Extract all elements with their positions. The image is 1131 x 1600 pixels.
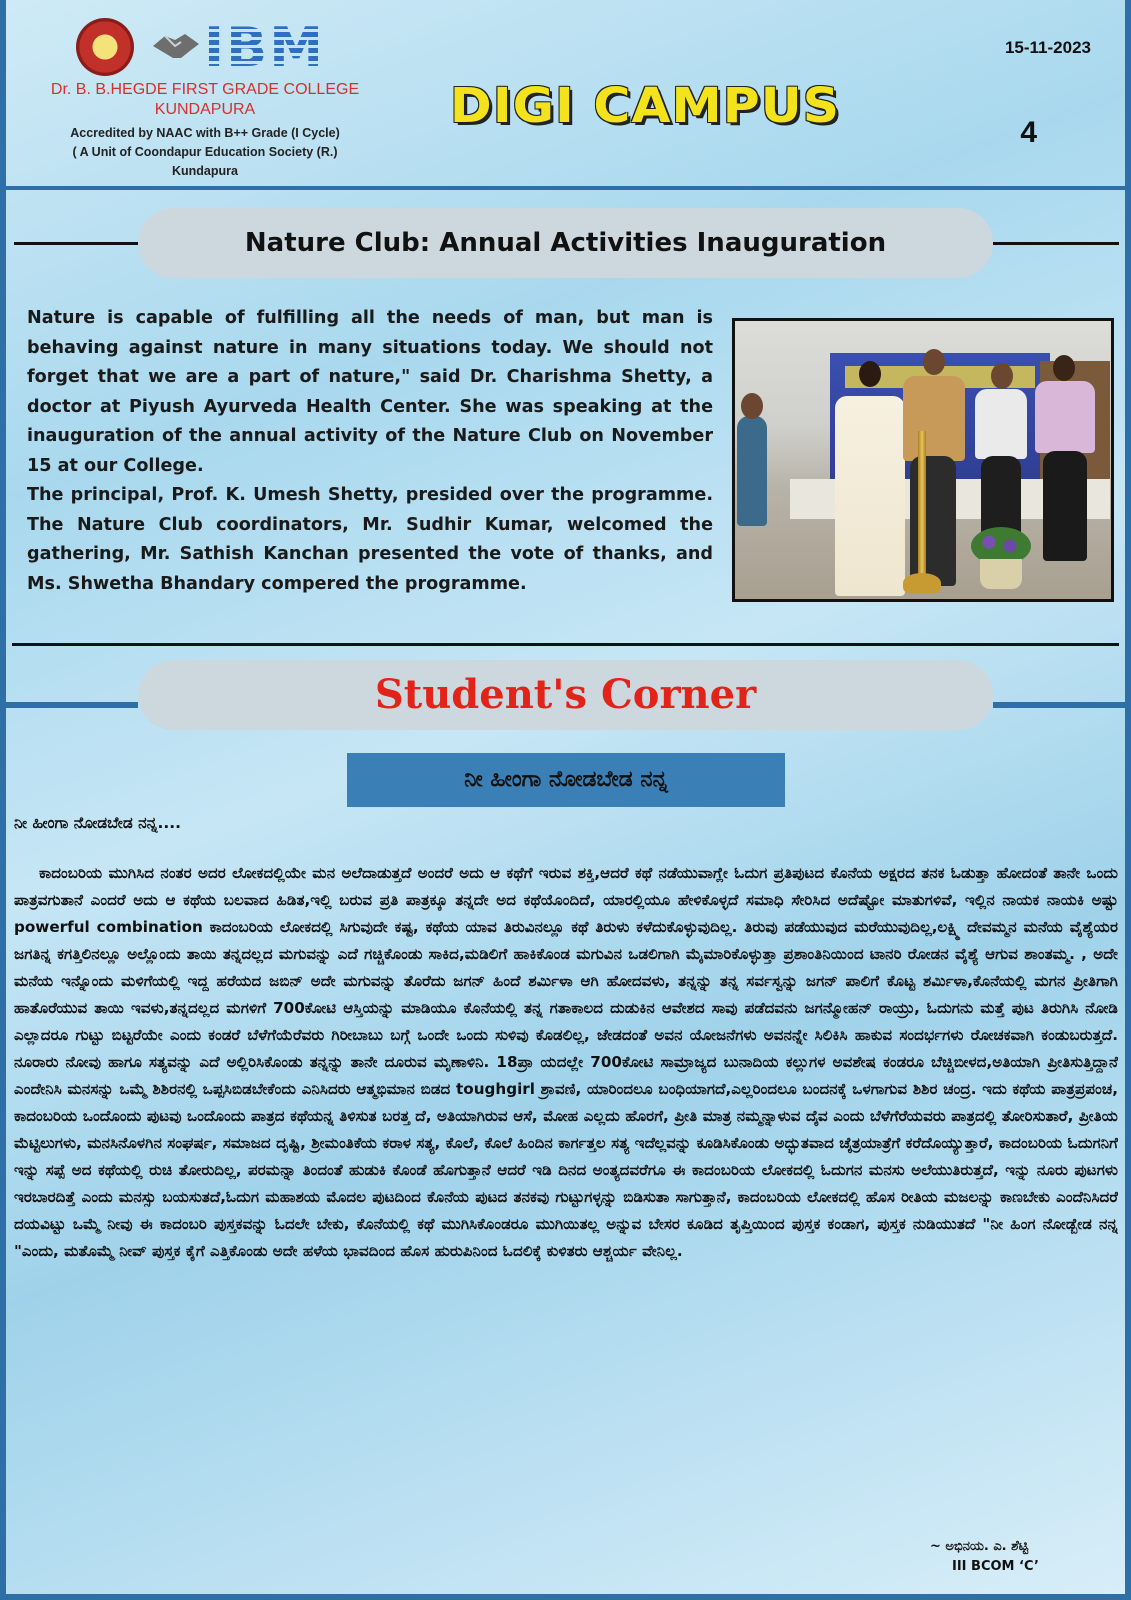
author-name: ~ ಅಭಿನಯ. ಎ. ಶೆಟ್ಟಿ (930, 1539, 1029, 1554)
story-heading: ನೀ ಹೀಂಗಾ ನೋಡಬೇಡ ನನ್ನ.... (14, 814, 181, 832)
photo-head (923, 349, 945, 375)
students-corner-title: Student's Corner (138, 660, 993, 730)
photo-head (1053, 355, 1075, 381)
nature-club-article (27, 304, 713, 599)
left-frame-line (0, 0, 6, 1600)
story-title-box: ನೀ ಹೀಂಗಾ ನೋಡಬೇಡ ನನ್ನ (347, 753, 785, 807)
photo-head (991, 363, 1013, 389)
photo-flower-pot (980, 559, 1022, 589)
college-name (0, 80, 410, 120)
photo-head (741, 393, 763, 419)
accreditation-block (0, 124, 410, 181)
newsletter-title: DIGI CAMPUS (449, 78, 841, 134)
handshake-icon (151, 28, 201, 64)
section1-line-right (993, 242, 1119, 245)
article-paragraph-2: The principal, Prof. K. Umesh Shetty, presided over the programme. The Nature Club coordinators, Mr. Sudhir Kumar, welcomed the gathering, Mr. Sathish Kanchan presented the vote of thanks, and Ms. Shwetha Bhandary compered the programme. (27, 485, 713, 594)
story-body (14, 860, 1118, 1554)
issue-date: 15-11-2023 (1004, 38, 1091, 57)
top-header-divider (0, 186, 1131, 190)
logo-row (76, 16, 346, 79)
photo-person-white-shirt (975, 389, 1027, 459)
section1-line-left (14, 242, 138, 245)
accreditation-text: Accredited by NAAC with B++ Grade (I Cycle) (70, 126, 340, 140)
nature-club-title: Nature Club: Annual Activities Inauguration (138, 208, 993, 278)
right-frame-line (1125, 0, 1131, 1600)
photo-person-woman-left (737, 416, 767, 526)
section2-line-left (0, 702, 138, 708)
college-name-line1: Dr. B. B.HEGDE FIRST GRADE COLLEGE (50, 81, 360, 98)
author-class: III BCOM ‘C’ (952, 1559, 1039, 1574)
section2-top-line (12, 643, 1119, 646)
section2-line-right (993, 702, 1131, 708)
photo-person-dark-trousers (1043, 451, 1087, 561)
college-name-line2: KUNDAPURA (154, 101, 256, 118)
ibm-logo: IBM (204, 16, 325, 79)
photo-head (859, 361, 881, 387)
photo-person-trousers (910, 456, 956, 586)
photo-oil-lamp (918, 431, 926, 591)
location-text: Kundapura (172, 164, 238, 178)
photo-person-checked-shirt (903, 376, 965, 461)
page-number: 4 (1020, 116, 1037, 149)
college-seal-logo (76, 18, 134, 76)
unit-of-text: ( A Unit of Coondapur Education Society (R.) (72, 145, 338, 159)
photo-person-pink-shirt (1035, 381, 1095, 453)
story-paragraph: ಕಾದಂಬರಿಯ ಮುಗಿಸಿದ ನಂತರ ಅದರ ಲೋಕದಲ್ಲಿಯೇ ಮನ ಅಲೆದಾಡುತ್ತದೆ ಅಂದರೆ ಅದು ಆ ಕಥೆಗೆ ಇರುವ ಶಕ್ತಿ,ಆದರೆ ಕಥೆ ನಡೆಯುವಾಗ್ಲೇ ಓದುಗ ಪ್ರತಿಪುಟದ ಕೊನೆಯ ಅಕ್ಷರದ ತನಕ ಓಡುತ್ತಾ ಹೋದಂತೆ ತಾನೇ ಒಂದು ಪಾತ್ರವಗುತಾನೆ ಎಂದರೆ ಅದು ಆ ಕಥೆಯ ಬಲವಾದ ಹಿಡಿತ,ಇಲ್ಲಿ ಬರುವ ಪ್ರತಿ ಪಾತ್ರಕ್ಕೂ ತನ್ನದೇ ಅದ ಕಥೆಯೊಂದಿದೆ, ಯಾರಲ್ಲಿಯೂ ಹೇಳಿಕೊಳ್ಳದೆ ಸಮಾಧಿ ಸೇರಿಸಿದ ಅದೆಷ್ಟೋ ಮಾತುಗಳಿವೆ, ಇಲ್ಲಿನ ನಾಯಕ ನಾಯಕಿ ಅಷ್ಟು powerful combination ಕಾದಂಬರಿಯ ಲೋಕದಲ್ಲಿ ಸಿಗುವುದೇ ಕಷ್ಟ, ಕಥೆಯ ಯಾವ ತಿರುವಿನಲ್ಲೂ ಕಥೆ ತಿರುಳು ಕಳೆದುಕೊಳ್ಳುವುದಿಲ್ಲ. ತಿರುವು ಪಡೆಯುವುದ ಮರೆಯುವುದಿಲ್ಲ,ಲಕ್ಷ್ಮಿ ದೇವಮ್ಮನ ಮನೆಯ ವೈಶ್ಯೆಯರ ಜಗತಿನ್ನ ಕಗತ್ತಿಲಿನಲ್ಲೂ ಅಲ್ಲೊಂದು ತಾಯಿ ತನ್ನದಲ್ಲದ ಮಗುವನ್ನು ಎದೆ ಗಚ್ಚಿಕೊಂಡು ಸಾಕಿದ,ಮಡಿಲಿಗೆ ಹಾಕಿಕೊಂಡ ಮಗುವಿನ ಒಡಲಿಗಾಗಿ ಮೈಮಾರಿಕೊಳ್ಳುತ್ತಾ ಪ್ರಶಾಂತಿನಿಯಿಂದ ಟಾನರಿ ರೋಡನ ವೈಶ್ಯೆ ಆಗುವ ಶಾಂತಮ್ಮ. , ಅದೇ ಮನೆಯ ಇನ್ನೊಂದು ಮಳಿಗೆಯಲ್ಲಿ ಇದ್ದ ಹರೆಯದ ಜಬಿನ್ ಅದೇ ಮಗುವನ್ನು ತೊರೆದು ಜಗನ್ ಹಿಂದೆ ಶರ್ಮಿಳಾ ಆಗಿ ಹೋದವಳು, ತನ್ನನ್ನು ತನ್ನ ಸರ್ವಸ್ವನ್ನು ಜಗನ್ ಪಾಲಿಗೆ ಕೊಟ್ಟ ಶರ್ಮಿಳಾ,ಕೊನೆಯಲ್ಲಿ ಮಗನ ಪ್ರೀತಿಗಾಗಿ ಹಾತೊರೆಯುವ ತಾಯಿ ಇವಳು,ತನ್ನದಲ್ಲದ ಮಗಳಿಗೆ 700ಕೋಟಿ ಆಸ್ತಿಯನ್ನು ಮಾಡಿಯೂ ಕೊನೆಯಲ್ಲಿ ತನ್ನ ಗತಾಕಾಲದ ದುಡುಕಿನ ಆವೇಶದ ಸಾವು ಪಡೆದವನು ಜಗನ್ಮೋಹನ್ ರಾಯ್ರು, ಓದುಗನು ಮತ್ತೆ ಪುಟ ತಿರುಗಿಸಿ ನೋಡಿ ಎಲ್ಲಾದರೂ ಗುಟ್ಟು ಬಿಟ್ಟರೆಯೇ ಎಂದು ಕಂಡರೆ ಬೆಳೆಗೆಯೆರೆವರು ಗಿರೀಬಾಬು ಬಗ್ಗೆ ಒಂದೇ ಒಂದು ಸುಳಿವು ಕೊಡಲಿಲ್ಲ, ಜೇಡದಂತೆ ಅವನ ಯೋಜನೆಗಳು ಅವನನ್ನೇ ಸಿಲಿಕಿಸಿ ಹಾಕುವ ಸಂದರ್ಭಗಳು ರೋಚಕವಾಗಿ ಕಂಡುಬರುತ್ತದೆ. ನೂರಾರು ನೋವು ಹಾಗೂ ಸತ್ಯವನ್ನು ಎದೆ ಅಲ್ಲಿರಿಸಿಕೊಂಡು ತನ್ನನ್ನು ತಾನೇ ದೂರುವ ಮೃಣಾಳಿನಿ. 18ಪ್ರಾ ಯದಲ್ಲೇ 700ಕೋಟಿ ಸಾಮ್ರಾಜ್ಯದ ಬುನಾದಿಯ ಕಲ್ಲುಗಳ ಅವಶೇಷ ಕಂಡರೂ ಬೆಚ್ಚಿಬೀಳದ,ಅತಿಯಾಗಿ ಪ್ರೀತಿಸುತ್ತಿದ್ದಾನೆ ಎಂದೇನಿಸಿ ಮನಸನ್ನು ಒಮ್ಮೆ ಶಿಶಿರನಲ್ಲಿ ಒಪ್ಪಸಿಬಿಡಬೇಕೆಂದು ಎನಿಸಿದರು ಆತ್ಮಭಿಮಾನ ಬಿಡದ toughgirl ಶ್ರಾವಣಿ, ಯಾರಿಂದಲೂ ಬಂಧಿಯಾಗದೆ,ಎಲ್ಲರಿಂದಲೂ ಬಂದನಕ್ಕೆ ಒಳಗಾಗುವ ಶಿಶಿರ ಚಂದ್ರ. ಇದು ಕಥೆಯ ಪಾತ್ರಪ್ರಪಂಚ, ಕಾದಂಬರಿಯ ಒಂದೊಂದು ಪುಟವು ಒಂದೊಂದು ಪಾತ್ರದ ಕಥೆಯನ್ನ ತಿಳಿಸುತ ಬರತ್ತ ದೆ, ಅತಿಯಾಗಿರುವ ಆಸೆ, ಮೋಹ ಎಲ್ಲದು ಹೊರಗೆ, ಪ್ರೀತಿ ಮಾತ್ರ ನಮ್ಮನ್ನಾಳುವ ದೈವ ಎಂದು ಬೆಳೆಗೆರೆಯವರು ಪಾತ್ರದಲ್ಲಿ ತೋರಿಸುತಾರೆ, ಪ್ರೀತಿಯ ಮೆಟ್ಟಿಲುಗಳು, ಮನಸಿನೊಳಗಿನ ಸಂಘರ್ಷ, ಸಮಾಜದ ದೃಷ್ಟಿ, ಶ್ರೀಮಂತಿಕೆಯ ಕರಾಳ ಸತ್ಯ, ಕೊಲೆ, ಕೊಲೆ ಹಿಂದಿನ ಕಾರ್ಗತ್ತಲ ಸತ್ಯ ಇದೆಲ್ಲವನ್ನು ಕೂಡಿಸಿಕೊಂಡು ಅದ್ಭುತವಾದ ಚೈತ್ರಯಾತ್ರೆಗೆ ಕರೆದೊಯ್ಯುತ್ತಾರೆ, ಕಾದಂಬರಿಯ ಓದುಗನಿಗೆ ಇನ್ನು ಸಪ್ಪೆ ಅದ ಕಥೆಯಲ್ಲಿ ರುಚಿ ತೋರುದಿಲ್ಲ, ಪರಮನ್ನಾ ತಿಂದಂತೆ ಹುಡುಕಿ ಕೊಂಡೆ ಹೊಗುತ್ತಾನೆ ಆದರೆ ಇಡಿ ದಿನದ ಅಂತ್ಯದವರೆಗೂ ಈ ಕಾದಂಬರಿಯ ಲೋಕದಲ್ಲಿ ಓದುಗನ ಮನಸು ಅಲೆಯುತಿರುತ್ತದೆ, ಇನ್ನು ನೂರು ಪುಟಗಳು ಇರಬಾರದಿತ್ತೆ ಎಂದು ಮನಸ್ಸು ಬಯಸುತದೆ,ಓದುಗ ಮಹಾಶಯ ಮೊದಲ ಪುಟದಿಂದ ಕೊನೆಯ ಪುಟದ ತನಕವು ಗುಟ್ಟುಗಳ್ಳನ್ನು ಬಿಡಿಸುತಾ ಸಾಗುತ್ತಾನೆ, ಕಾದಂಬರಿಯ ಲೋಕದಲ್ಲಿ ಹೊಸ ರೀತಿಯ ಮಜಲನ್ನು ಕಾಣಬೇಕು ಎಂದೆನಿಸಿದರೆ ದಯವಿಟ್ಟು ಒಮ್ಮೆ ನೀವು ಈ ಕಾದಂಬರಿ ಪುಸ್ತಕವನ್ನು ಓದಲೇ ಬೇಕು, ಕೊನೆಯಲ್ಲಿ ಕಥೆ ಮುಗಿಸಿಕೊಂಡರೂ ಮುಗಿಯಿತಲ್ಲ ಅನ್ನುವ ಬೇಸರ ಕೂಡಿದ ತೃಪ್ತಿಯಿಂದ ಪುಸ್ತಕ ಕಂಡಾಗ, ಪುಸ್ತಕ ನುಡಿಯುತದೆ "ನೀ ಹಿಂಗ ನೋಡ್ಬೇಡ ನನ್ನ "ಎಂದು, ಮತೊಮ್ಮೆ ನೀವ್ ಪುಸ್ತಕ ಕೈಗೆ ಎತ್ತಿಕೊಂಡು ಅದೇ ಹಳೆಯ ಭಾವದಿಂದ ಹೊಸ ಹುರುಪಿನಿಂದ ಓದಲಿಕ್ಕೆ ಕುಳಿತರು ಆಶ್ಚರ್ಯ ವೇನಿಲ್ಲ. (14, 864, 1118, 1260)
author-signature (930, 1537, 1120, 1577)
photo-lamp-base (903, 573, 941, 593)
bottom-frame-line (0, 1594, 1131, 1600)
inauguration-photo (732, 318, 1114, 602)
photo-person-saree (835, 396, 905, 596)
article-paragraph-1: Nature is capable of fulfilling all the needs of man, but man is behaving against nature in many situations today. We should not forget that we are a part of nature," said Dr. Charishma Shetty, a doctor at Piyush Ayurveda Health Center. She was speaking at the inauguration of the annual activity of the Nature Club on November 15 at our College. (27, 308, 713, 476)
